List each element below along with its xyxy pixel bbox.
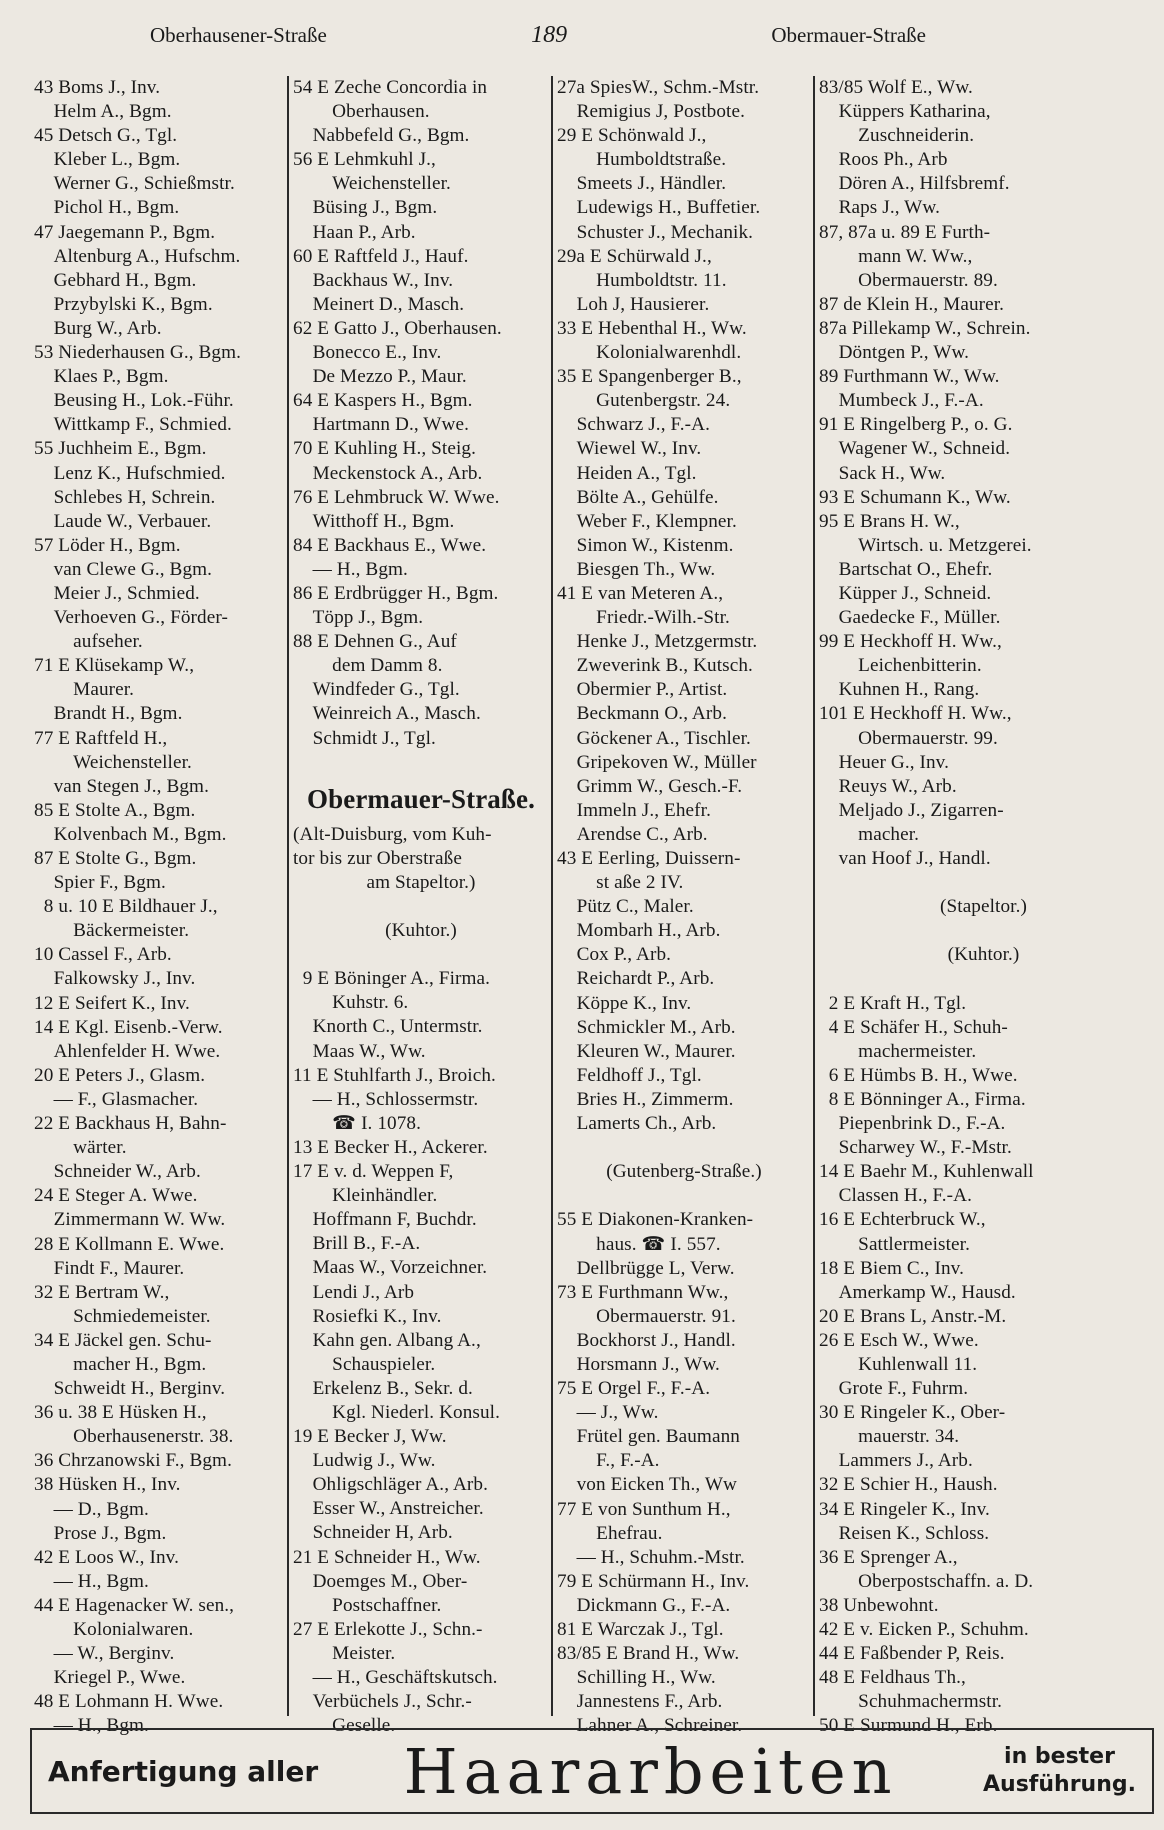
directory-entry: 14 E Baehr M., Kuhlenwall — [819, 1161, 1034, 1183]
directory-entry: 28 E Kollmann E. Wwe. — [34, 1233, 225, 1255]
directory-entry: 87 E Stolte G., Bgm. — [34, 848, 197, 869]
directory-entry: Pichol H., Bgm. — [34, 197, 180, 219]
directory-entry: 16 E Echterbruck W., — [819, 1209, 986, 1231]
directory-entry — [557, 1184, 811, 1208]
directory-entry: Weber F., Klempner. — [557, 510, 737, 532]
header-right-street: Obermauer-Straße — [771, 23, 926, 47]
directory-entry: Kolonialwarenhdl. — [557, 342, 742, 364]
directory-entry: Erkelenz B., Sekr. d. — [293, 1377, 473, 1399]
directory-entry: 77 E von Sunthum H., — [557, 1498, 731, 1520]
street-title: Obermauer-Straße. — [307, 783, 535, 814]
directory-entry: 50 E Surmund H., Erb. — [819, 1715, 998, 1737]
directory-entry: Schauspieler. — [293, 1353, 436, 1375]
directory-entry: Büsing J., Bgm. — [293, 197, 438, 219]
directory-entry — [819, 919, 1148, 943]
directory-entry: Helm A., Bgm. — [34, 101, 172, 123]
directory-entry: wärter. — [34, 1137, 127, 1159]
directory-entry: Meckenstock A., Arb. — [293, 462, 483, 484]
directory-entry: Obermauerstr. 99. — [819, 727, 998, 749]
directory-entry: 32 E Bertram W., — [34, 1281, 170, 1303]
directory-entry: Leichenbitterin. — [819, 655, 982, 677]
directory-entry: Scharwey W., F.-Mstr. — [819, 1137, 1012, 1159]
directory-entry: Kuhnen H., Rang. — [819, 679, 980, 701]
directory-entry: Piepenbrink D., F.-A. — [819, 1113, 1006, 1135]
directory-entry: van Clewe G., Bgm. — [34, 558, 213, 580]
directory-entry: 83/85 Wolf E., Ww. — [819, 77, 973, 98]
directory-entry: 42 E v. Eicken P., Schuhm. — [819, 1619, 1029, 1640]
directory-entry: 12 E Seifert K., Inv. — [34, 992, 190, 1014]
column-2 — [287, 76, 551, 1737]
directory-entry: Gutenbergstr. 24. — [557, 390, 731, 412]
directory-entry: Hartmann D., Wwe. — [293, 414, 469, 436]
directory-entry: 27a SpiesW., Schm.-Mstr. — [557, 77, 760, 98]
directory-entry: — H., Schuhm.-Mstr. — [557, 1546, 745, 1568]
directory-entry: Köppe K., Inv. — [557, 992, 692, 1014]
directory-entry: Maurer. — [34, 679, 135, 701]
directory-entry: Ohligschläger A., Arb. — [293, 1474, 488, 1496]
directory-entry: Gebhard H., Bgm. — [34, 269, 197, 291]
directory-entry: Schlebes H, Schrein. — [34, 486, 216, 508]
directory-entry: 89 Furthmann W., Ww. — [819, 366, 1000, 388]
directory-entry: 30 E Ringeler K., Ober- — [819, 1402, 1006, 1424]
directory-entry: Reisen K., Schloss. — [819, 1522, 990, 1544]
directory-entry: 95 E Brans H. W., — [819, 510, 960, 532]
directory-entry: aufseher. — [34, 631, 143, 653]
directory-entry: van Hoof J., Handl. — [819, 848, 991, 869]
directory-entry: Haan P., Arb. — [293, 221, 416, 243]
directory-entry: Dören A., Hilfsbremf. — [819, 173, 1010, 195]
directory-entry: Klaes P., Bgm. — [34, 366, 169, 388]
directory-entry: Kleinhändler. — [293, 1185, 438, 1207]
directory-entry: 10 Cassel F., Arb. — [34, 944, 172, 966]
directory-entry: Obermauerstr. 91. — [557, 1305, 736, 1327]
directory-entry: Altenburg A., Hufschm. — [34, 245, 241, 267]
directory-entry: Heuer G., Inv. — [819, 751, 950, 773]
directory-entry: Schmickler M., Arb. — [557, 1016, 736, 1038]
directory-entry: Spier F., Bgm. — [34, 872, 166, 894]
directory-entry: Ludewigs H., Buffetier. — [557, 197, 761, 219]
directory-entry: Classen H., F.-A. — [819, 1185, 972, 1207]
directory-entry: Grote F., Fuhrm. — [819, 1378, 969, 1400]
directory-entry: Obermier P., Artist. — [557, 679, 728, 701]
directory-entry: Schilling H., Ww. — [557, 1667, 716, 1689]
directory-entry: Schmiedemeister. — [34, 1305, 211, 1327]
directory-entry: 44 E Faßbender P, Reis. — [819, 1643, 1005, 1665]
advertisement-banner — [30, 1728, 1154, 1814]
directory-entry: Heiden A., Tgl. — [557, 462, 697, 484]
directory-entry: Brandt H., Bgm. — [34, 703, 183, 725]
directory-entry: Oberhausenerstr. 38. — [34, 1426, 234, 1448]
directory-entry: Reichardt P., Arb. — [557, 968, 715, 990]
directory-entry: Wirtsch. u. Metzgerei. — [819, 534, 1032, 556]
directory-entry: Schwarz J., F.-A. — [557, 414, 710, 436]
directory-entry: 62 E Gatto J., Oberhausen. — [293, 317, 502, 339]
directory-entry: Töpp J., Bgm. — [293, 607, 424, 629]
ad-right-line-1: in bester — [1004, 1744, 1115, 1769]
directory-entry: Kuhstr. 6. — [293, 992, 409, 1014]
directory-entry: Friedr.-Wilh.-Str. — [557, 607, 730, 629]
directory-entry: 20 E Peters J., Glasm. — [34, 1064, 206, 1086]
directory-entry — [293, 751, 549, 775]
directory-entry: Bonecco E., Inv. — [293, 342, 442, 364]
directory-entry: 45 Detsch G., Tgl. — [34, 125, 178, 147]
directory-entry: 36 Chrzanowski F., Bgm. — [34, 1450, 232, 1472]
directory-entry: Hoffmann F, Buchdr. — [293, 1209, 477, 1231]
directory-entry: Oberhausen. — [293, 101, 430, 123]
directory-entry: Ludwig J., Ww. — [293, 1450, 436, 1472]
directory-entry: Loh J, Hausierer. — [557, 293, 710, 315]
directory-entry: 29 E Schönwald J., — [557, 125, 707, 147]
directory-entry: Meljado J., Zigarren- — [819, 799, 1004, 821]
directory-entry — [819, 967, 1148, 991]
directory-entry: Geselle. — [293, 1715, 396, 1737]
directory-entry: 79 E Schürmann H., Inv. — [557, 1570, 750, 1592]
directory-entry: 29a E Schürwald J., — [557, 245, 712, 267]
directory-entry: 6 E Hümbs B. H., Wwe. — [819, 1064, 1018, 1086]
directory-entry: Ahlenfelder H. Wwe. — [34, 1040, 221, 1062]
directory-entry: Falkowsky J., Inv. — [34, 968, 196, 990]
directory-entry: Knorth C., Untermstr. — [293, 1016, 483, 1038]
section-note: (Kuhtor.) — [385, 920, 457, 942]
directory-entry: 75 E Orgel F., F.-A. — [557, 1378, 711, 1400]
directory-entry: Ehefrau. — [557, 1522, 663, 1544]
directory-entry: Verbüchels J., Schr.- — [293, 1691, 472, 1713]
directory-entry: — D., Bgm. — [34, 1498, 149, 1520]
directory-entry: 91 E Ringelberg P., o. G. — [819, 414, 1013, 436]
column-4 — [813, 76, 1150, 1737]
directory-entry: Schneider H, Arb. — [293, 1522, 453, 1544]
directory-entry: 8 u. 10 E Bildhauer J., — [34, 896, 218, 918]
directory-entry: 27 E Erlekotte J., Schn.- — [293, 1618, 483, 1640]
directory-entry: Kahn gen. Albang A., — [293, 1329, 481, 1351]
directory-entry: 38 Hüsken H., Inv. — [34, 1474, 181, 1496]
directory-entry: 38 Unbewohnt. — [819, 1594, 939, 1616]
directory-entry: 4 E Schäfer H., Schuh- — [819, 1016, 1008, 1038]
directory-entry: 43 E Eerling, Duissern- — [557, 848, 741, 869]
directory-entry: Przybylski K., Bgm. — [34, 293, 213, 315]
directory-entry: Brill B., F.-A. — [293, 1233, 421, 1255]
directory-entry: 11 E Stuhlfarth J., Broich. — [293, 1064, 496, 1086]
directory-entry: 41 E van Meteren A., — [557, 582, 724, 604]
directory-entry: 55 E Diakonen-Kranken- — [557, 1209, 754, 1231]
directory-entry — [293, 895, 549, 919]
directory-entry: 26 E Esch W., Wwe. — [819, 1329, 979, 1351]
directory-entry: Zimmermann W. Ww. — [34, 1209, 226, 1231]
directory-entry: 9 E Böninger A., Firma. — [293, 968, 491, 990]
directory-entry: Biesgen Th., Ww. — [557, 558, 716, 580]
column-3 — [551, 76, 813, 1737]
directory-entry: F., F.-A. — [557, 1450, 660, 1472]
directory-columns — [30, 76, 1150, 1737]
directory-entry: Windfeder G., Tgl. — [293, 679, 460, 701]
directory-entry: Beusing H., Lok.-Führ. — [34, 390, 234, 412]
directory-entry: dem Damm 8. — [293, 655, 443, 677]
section-note: (Kuhtor.) — [947, 944, 1020, 966]
directory-entry: Doemges M., Ober- — [293, 1570, 468, 1592]
directory-entry: — J., Ww. — [557, 1402, 659, 1424]
directory-entry: Verhoeven G., Förder- — [34, 607, 228, 629]
directory-entry — [557, 1136, 811, 1160]
section-note: (Gutenberg-Straße.) — [606, 1161, 762, 1183]
directory-entry: Zweverink B., Kutsch. — [557, 655, 753, 677]
column-1 — [30, 76, 287, 1737]
directory-entry: Zuschneiderin. — [819, 125, 975, 147]
directory-entry: Humboldtstraße. — [557, 149, 727, 171]
directory-entry: 87, 87a u. 89 E Furth- — [819, 221, 991, 243]
directory-entry: 24 E Steger A. Wwe. — [34, 1185, 198, 1207]
directory-entry: 64 E Kaspers H., Bgm. — [293, 390, 473, 412]
directory-entry: Kolonialwaren. — [34, 1619, 194, 1640]
directory-entry: 33 E Hebenthal H., Ww. — [557, 317, 747, 339]
directory-entry: Kuhlenwall 11. — [819, 1353, 978, 1375]
directory-entry: 32 E Schier H., Haush. — [819, 1474, 998, 1496]
directory-entry: 44 E Hagenacker W. sen., — [34, 1594, 235, 1616]
page-header — [150, 22, 926, 49]
ad-right-line-2: Ausführung. — [983, 1772, 1136, 1797]
directory-entry: Cox P., Arb. — [557, 944, 672, 966]
directory-entry: Dickmann G., F.-A. — [557, 1594, 731, 1616]
directory-entry: Pütz C., Maler. — [557, 896, 694, 918]
directory-entry: Weichensteller. — [34, 751, 192, 773]
directory-entry: Wagener W., Schneid. — [819, 438, 1011, 460]
section-note: (Stapeltor.) — [940, 896, 1027, 918]
directory-entry: Raps J., Ww. — [819, 197, 940, 219]
directory-entry: macher H., Bgm. — [34, 1353, 207, 1375]
directory-entry: Kgl. Niederl. Konsul. — [293, 1401, 501, 1423]
directory-entry: von Eicken Th., Ww — [557, 1474, 738, 1496]
directory-entry: Bockhorst J., Handl. — [557, 1329, 736, 1351]
directory-entry: Frütel gen. Baumann — [557, 1426, 740, 1448]
directory-entry: 53 Niederhausen G., Bgm. — [34, 342, 242, 364]
directory-entry: — H., Schlossermstr. — [293, 1088, 479, 1110]
directory-entry: Beckmann O., Arb. — [557, 703, 727, 725]
directory-entry: mann W. Ww., — [819, 245, 973, 267]
directory-entry: 101 E Heckhoff H. Ww., — [819, 703, 1012, 725]
directory-entry: 47 Jaegemann P., Bgm. — [34, 221, 216, 243]
directory-entry: Laude W., Verbauer. — [34, 510, 212, 532]
directory-entry: Meier J., Schmied. — [34, 582, 200, 604]
directory-entry: 36 u. 38 E Hüsken H., — [34, 1402, 207, 1424]
directory-entry: Remigius J, Postbote. — [557, 101, 745, 123]
directory-entry: tor bis zur Oberstraße — [293, 847, 462, 869]
directory-entry: Bäckermeister. — [34, 920, 190, 942]
directory-entry: 83/85 E Brand H., Ww. — [557, 1643, 740, 1665]
directory-entry: machermeister. — [819, 1040, 977, 1062]
directory-entry: — H., Geschäftskutsch. — [293, 1667, 498, 1688]
directory-entry: — H., Bgm. — [34, 1715, 149, 1737]
directory-entry: Wittkamp F., Schmied. — [34, 414, 232, 436]
directory-entry: Kleuren W., Maurer. — [557, 1040, 736, 1062]
directory-entry: Maas W., Ww. — [293, 1040, 426, 1062]
directory-entry: 87 de Klein H., Maurer. — [819, 293, 1005, 315]
directory-entry — [819, 871, 1148, 895]
directory-entry: 57 Löder H., Bgm. — [34, 534, 181, 556]
directory-entry: Sattlermeister. — [819, 1233, 970, 1255]
directory-entry: Weinreich A., Masch. — [293, 703, 481, 725]
ad-right-text — [983, 1743, 1136, 1799]
directory-entry: st aße 2 IV. — [557, 872, 684, 894]
directory-entry: Henke J., Metzgermstr. — [557, 631, 758, 653]
directory-entry: 56 E Lehmkuhl J., — [293, 149, 436, 171]
directory-entry: 86 E Erdbrügger H., Bgm. — [293, 582, 499, 604]
directory-entry: Gripekoven W., Müller — [557, 751, 757, 773]
directory-entry: Sack H., Ww. — [819, 462, 946, 484]
directory-entry: Arendse C., Arb. — [557, 823, 708, 845]
directory-entry: ☎ I. 1078. — [293, 1112, 422, 1134]
directory-entry: Weichensteller. — [293, 173, 451, 195]
directory-entry: Kleber L., Bgm. — [34, 149, 181, 171]
directory-entry: Smeets J., Händler. — [557, 173, 727, 195]
directory-entry: Nabbefeld G., Bgm. — [293, 125, 470, 147]
directory-entry: Meister. — [293, 1642, 396, 1664]
directory-entry: 84 E Backhaus E., Wwe. — [293, 534, 487, 556]
directory-entry: Horsmann J., Ww. — [557, 1353, 720, 1375]
directory-entry: haus. ☎ I. 557. — [557, 1233, 721, 1255]
directory-entry: (Alt-Duisburg, vom Kuh- — [293, 823, 492, 845]
directory-entry: Oberpostschaffn. a. D. — [819, 1570, 1034, 1592]
directory-entry: Lamerts Ch., Arb. — [557, 1113, 717, 1135]
directory-entry: 93 E Schumann K., Ww. — [819, 486, 1011, 508]
directory-entry: 2 E Kraft H., Tgl. — [819, 992, 967, 1014]
directory-entry: 17 E v. d. Weppen F, — [293, 1161, 454, 1183]
directory-entry: Bartschat O., Ehefr. — [819, 558, 993, 580]
directory-entry: 19 E Becker J, Ww. — [293, 1426, 447, 1448]
directory-entry: Obermauerstr. 89. — [819, 269, 998, 291]
directory-entry: 20 E Brans L, Anstr.-M. — [819, 1305, 1007, 1327]
directory-entry: Schmidt J., Tgl. — [293, 727, 436, 749]
directory-entry: Dellbrügge L, Verw. — [557, 1257, 735, 1279]
directory-entry: Reuys W., Arb. — [819, 775, 957, 797]
directory-entry: Göckener A., Tischler. — [557, 727, 751, 749]
directory-entry: 48 E Feldhaus Th., — [819, 1667, 966, 1689]
directory-entry: Schuhmachermstr. — [819, 1691, 1003, 1713]
directory-entry: 70 E Kuhling H., Steig. — [293, 438, 476, 460]
directory-entry: Feldhoff J., Tgl. — [557, 1064, 702, 1086]
directory-entry: Amerkamp W., Hausd. — [819, 1281, 1016, 1303]
directory-entry: 43 Boms J., Inv. — [34, 77, 161, 98]
directory-entry: Prose J., Bgm. — [34, 1522, 167, 1544]
directory-entry: 8 E Bönninger A., Firma. — [819, 1088, 1026, 1110]
directory-entry: 21 E Schneider H., Ww. — [293, 1546, 481, 1568]
directory-entry: Werner G., Schießmstr. — [34, 173, 235, 195]
directory-entry: 18 E Biem C., Inv. — [819, 1257, 964, 1279]
directory-entry: Küppers Katharina, — [819, 101, 991, 123]
directory-entry: De Mezzo P., Maur. — [293, 366, 467, 388]
directory-entry: Lenz K., Hufschmied. — [34, 462, 226, 484]
directory-entry: 60 E Raftfeld J., Hauf. — [293, 245, 469, 267]
directory-entry: — H., Bgm. — [293, 558, 408, 580]
directory-entry: Lendi J., Arb — [293, 1281, 415, 1303]
directory-entry: Lammers J., Arb. — [819, 1450, 973, 1472]
page-number: 189 — [531, 22, 568, 48]
directory-entry: macher. — [819, 823, 920, 845]
directory-entry: 42 E Loos W., Inv. — [34, 1546, 179, 1568]
directory-entry: 54 E Zeche Concordia in — [293, 77, 488, 98]
directory-entry: Esser W., Anstreicher. — [293, 1498, 484, 1520]
directory-entry: Simon W., Kistenm. — [557, 534, 734, 556]
header-left-street: Oberhausener-Straße — [150, 23, 327, 47]
directory-entry — [293, 943, 549, 967]
directory-entry: Schweidt H., Berginv. — [34, 1378, 226, 1400]
directory-entry: Backhaus W., Inv. — [293, 269, 454, 291]
directory-entry: Lahner A., Schreiner. — [557, 1715, 743, 1737]
directory-entry: 55 Juchheim E., Bgm. — [34, 438, 207, 460]
ad-headline: Haararbeiten — [403, 1734, 898, 1808]
directory-entry: Roos Ph., Arb — [819, 149, 948, 171]
directory-entry: Schuster J., Mechanik. — [557, 221, 754, 243]
directory-entry: 76 E Lehmbruck W. Wwe. — [293, 486, 500, 508]
directory-entry: Immeln J., Ehefr. — [557, 799, 711, 821]
directory-entry: Burg W., Arb. — [34, 317, 162, 339]
directory-entry: 88 E Dehnen G., Auf — [293, 631, 457, 653]
directory-entry: 77 E Raftfeld H., — [34, 727, 168, 749]
directory-entry: — F., Glasmacher. — [34, 1088, 199, 1110]
directory-entry: 73 E Furthmann Ww., — [557, 1281, 729, 1303]
directory-entry: mauerstr. 34. — [819, 1426, 960, 1448]
directory-entry: 36 E Sprenger A., — [819, 1546, 958, 1568]
directory-entry: 13 E Becker H., Ackerer. — [293, 1136, 488, 1158]
ad-left-text: Anfertigung aller — [48, 1754, 319, 1788]
directory-entry: 35 E Spangenberger B., — [557, 366, 742, 388]
directory-entry: Mombarh H., Arb. — [557, 920, 721, 942]
directory-entry: Küpper J., Schneid. — [819, 582, 992, 604]
directory-entry: Bölte A., Gehülfe. — [557, 486, 719, 508]
directory-entry: Schneider W., Arb. — [34, 1161, 201, 1183]
directory-entry: Kriegel P., Wwe. — [34, 1667, 186, 1689]
directory-entry: Humboldtstr. 11. — [557, 269, 727, 291]
directory-entry: Wiewel W., Inv. — [557, 438, 702, 460]
directory-entry: 87a Pillekamp W., Schrein. — [819, 317, 1031, 339]
directory-entry: Kolvenbach M., Bgm. — [34, 823, 227, 845]
directory-entry: 99 E Heckhoff H. Ww., — [819, 631, 1002, 653]
directory-entry: Maas W., Vorzeichner. — [293, 1257, 488, 1279]
directory-entry: Rosiefki K., Inv. — [293, 1305, 442, 1327]
directory-entry: 81 E Warczak J., Tgl. — [557, 1619, 724, 1640]
directory-entry: 48 E Lohmann H. Wwe. — [34, 1691, 224, 1713]
directory-entry: Bries H., Zimmerm. — [557, 1088, 734, 1110]
directory-entry: Grimm W., Gesch.-F. — [557, 775, 743, 797]
directory-entry: — W., Berginv. — [34, 1643, 175, 1665]
directory-entry: Postschaffner. — [293, 1594, 442, 1616]
directory-entry: van Stegen J., Bgm. — [34, 775, 209, 797]
directory-entry: 22 E Backhaus H, Bahn- — [34, 1113, 227, 1135]
directory-entry: 85 E Stolte A., Bgm. — [34, 799, 196, 821]
directory-entry: Döntgen P., Ww. — [819, 342, 970, 364]
directory-entry: 71 E Klüsekamp W., — [34, 655, 195, 677]
directory-entry: 14 E Kgl. Eisenb.-Verw. — [34, 1016, 223, 1038]
directory-entry: Jannestens F., Arb. — [557, 1691, 723, 1713]
directory-entry: Witthoff H., Bgm. — [293, 510, 455, 532]
directory-entry: Findt F., Maurer. — [34, 1257, 185, 1279]
directory-entry: 34 E Jäckel gen. Schu- — [34, 1329, 212, 1351]
directory-entry: Gaedecke F., Müller. — [819, 607, 1001, 629]
section-note: am Stapeltor.) — [366, 871, 476, 893]
directory-entry: 34 E Ringeler K., Inv. — [819, 1498, 990, 1520]
directory-entry: Mumbeck J., F.-A. — [819, 390, 984, 412]
directory-entry: Meinert D., Masch. — [293, 293, 465, 315]
directory-entry: — H., Bgm. — [34, 1570, 149, 1592]
